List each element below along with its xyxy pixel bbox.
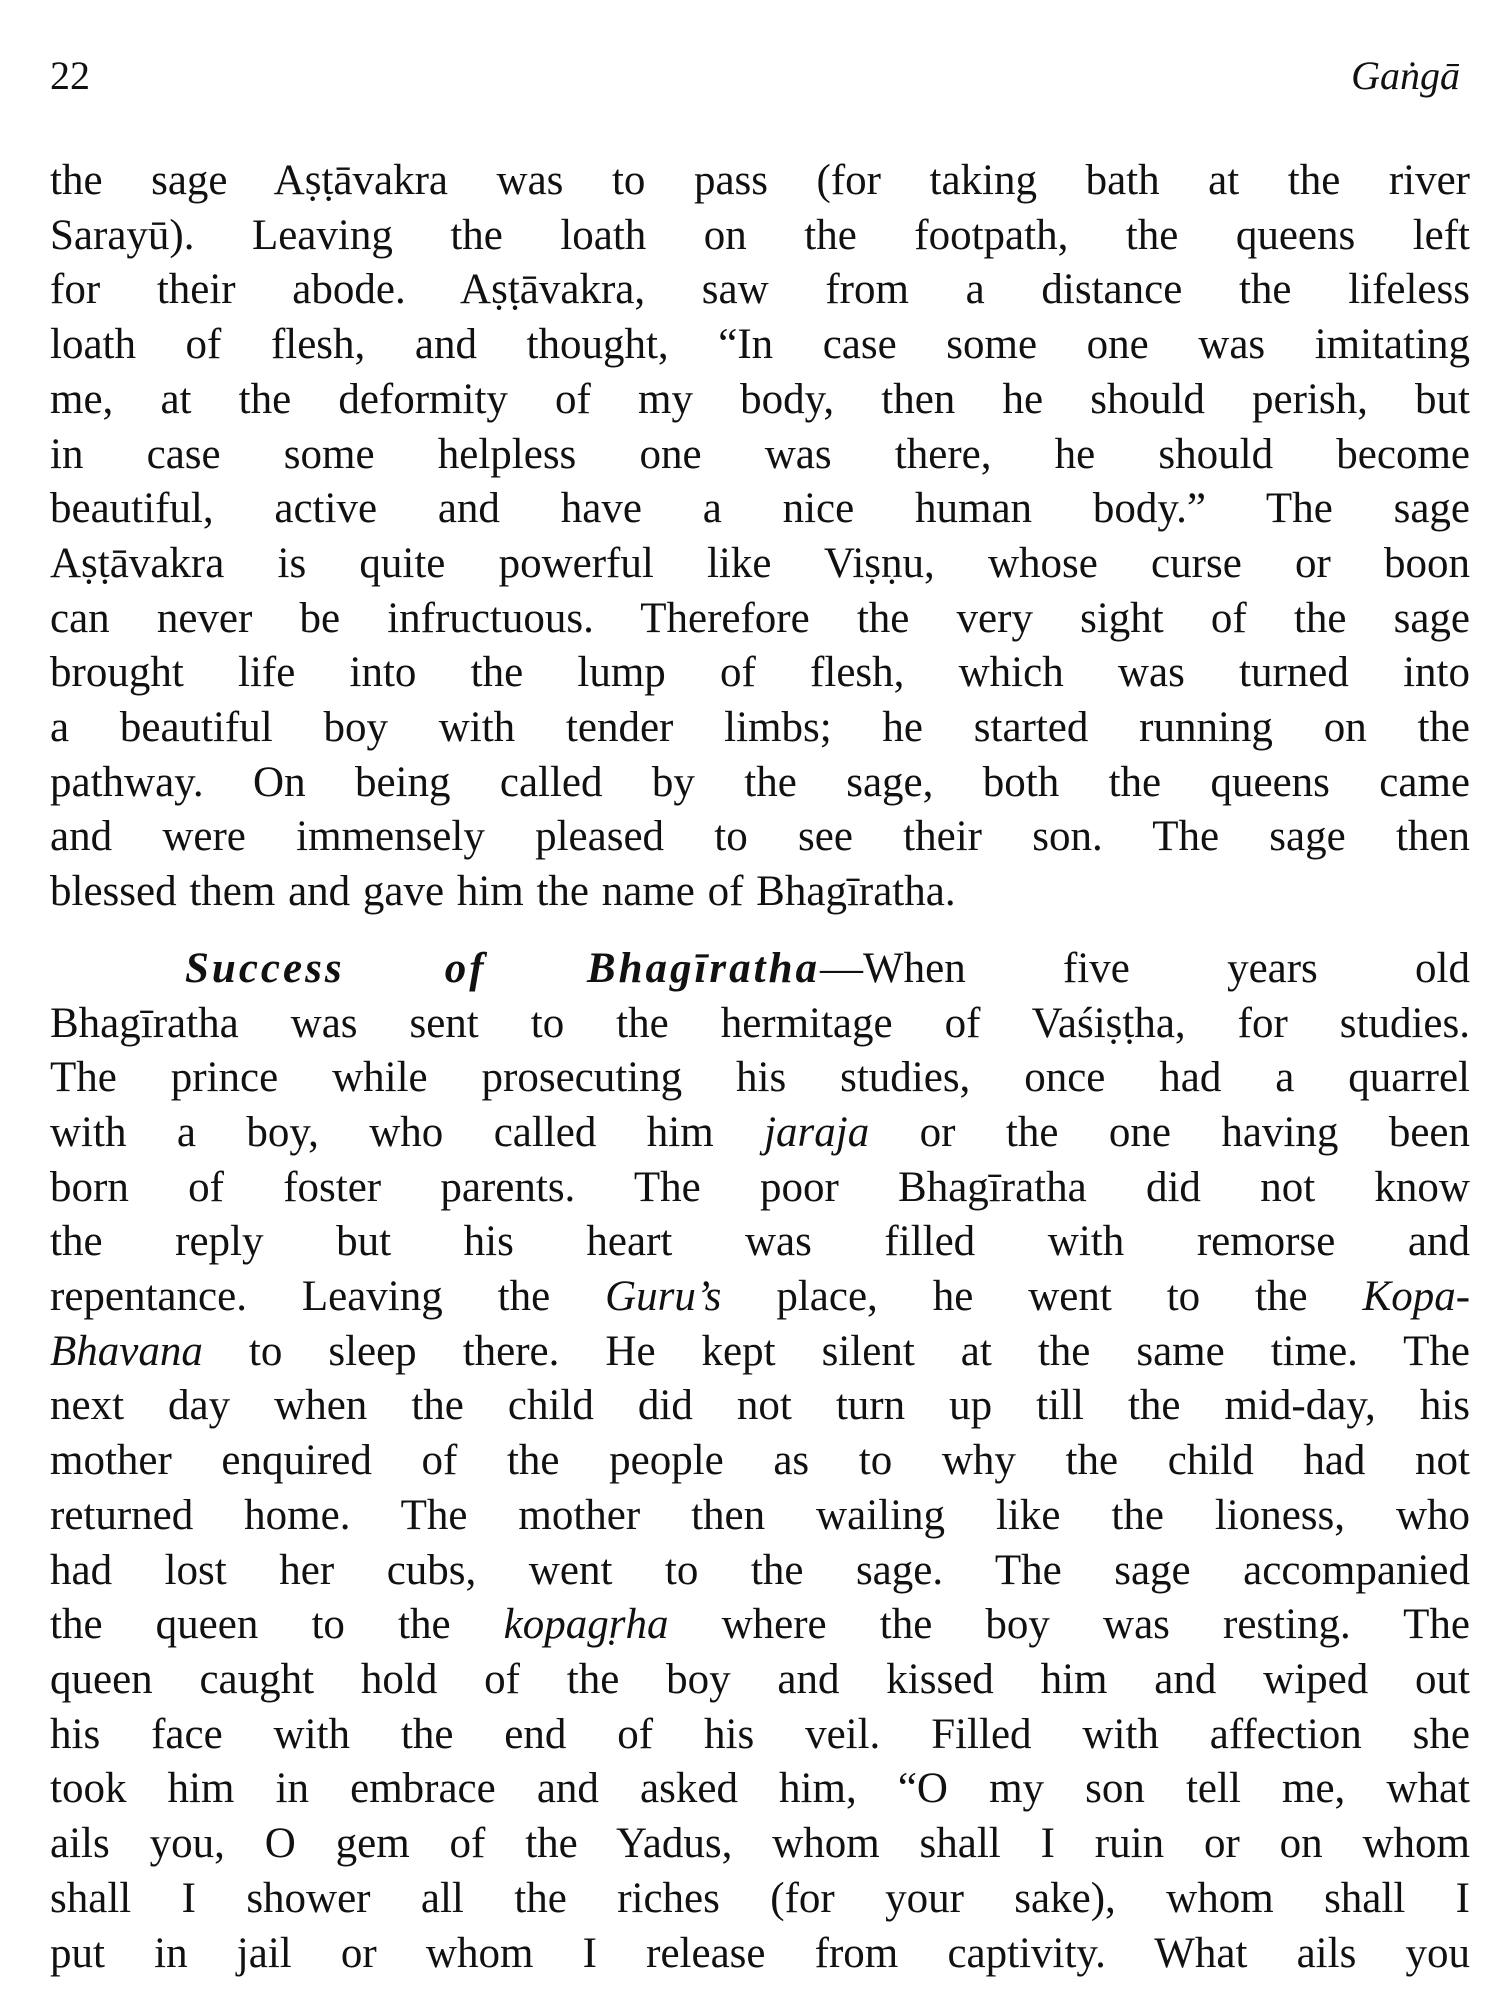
text-line: in case some helpless one was there, he should become	[50, 430, 1470, 478]
text-line: his face with the end of his veil. Filled with affection she	[50, 1710, 1470, 1758]
text-line: the reply but his heart was filled with remorse and	[50, 1218, 1470, 1266]
text-line	[50, 1598, 1470, 1653]
text-span: place, he went to the	[721, 1273, 1363, 1321]
paragraph-gap	[50, 920, 1470, 942]
body-text	[50, 154, 1470, 1981]
text-line: loath of flesh, and thought, “In case some one was imitating	[50, 321, 1470, 369]
text-line: Aṣṭāvakra is quite powerful like Viṣṇu, whose curse or boon	[50, 539, 1470, 587]
italic-term: kopagṛha	[503, 1601, 669, 1649]
text-span: When five years old	[863, 944, 1470, 992]
text-span: the queen to the	[50, 1601, 504, 1649]
text-line: had lost her cubs, went to the sage. The sage accompanied	[50, 1546, 1470, 1594]
paragraph-1	[50, 154, 1470, 920]
paragraph-2	[50, 942, 1470, 1981]
text-line: Sarayū). Leaving the loath on the footpath, the queens left	[50, 211, 1470, 259]
text-line: for their abode. Aṣṭāvakra, saw from a distance the lifeless	[50, 266, 1470, 314]
text-line-with-heading	[50, 942, 1470, 997]
text-line: put in jail or whom I release from captivity. What ails you	[50, 1929, 1470, 1977]
page-header	[50, 52, 1460, 112]
italic-term: Kopa-	[1362, 1273, 1471, 1321]
text-line: next day when the child did not turn up till the mid-day, his	[50, 1382, 1470, 1430]
text-line: mother enquired of the people as to why the child had not	[50, 1437, 1470, 1485]
italic-term: Guru’s	[605, 1273, 722, 1321]
text-line: can never be infructuous. Therefore the very sight of the sage	[50, 594, 1470, 642]
text-line	[50, 1106, 1470, 1161]
text-line: queen caught hold of the boy and kissed him and wiped out	[50, 1655, 1470, 1703]
italic-term: jaraja	[764, 1108, 870, 1156]
page-number: 22	[50, 53, 90, 98]
text-line: beautiful, active and have a nice human body.” The sage	[50, 485, 1470, 533]
text-line: born of foster parents. The poor Bhagīratha did not know	[50, 1163, 1470, 1211]
text-line: took him in embrace and asked him, “O my son tell me, what	[50, 1765, 1470, 1813]
text-line: Bhagīratha was sent to the hermitage of Vaśiṣṭha, for studies.	[50, 999, 1470, 1047]
text-line: returned home. The mother then wailing like the lioness, who	[50, 1491, 1470, 1539]
text-line: the sage Aṣṭāvakra was to pass (for taking bath at the river	[50, 157, 1470, 204]
text-line: ails you, O gem of the Yadus, whom shall I ruin or on whom	[50, 1820, 1470, 1868]
text-span: with a boy, who called him	[50, 1108, 765, 1156]
text-line: me, at the deformity of my body, then he should perish, but	[50, 375, 1470, 423]
heading-dash: —	[820, 944, 864, 992]
text-span: or the one having been	[869, 1108, 1470, 1156]
section-heading: Success of Bhagīratha	[185, 944, 821, 992]
text-span: repentance. Leaving the	[50, 1273, 606, 1321]
text-line: shall I shower all the riches (for your sake), whom shall I	[50, 1874, 1470, 1922]
text-line: brought life into the lump of flesh, which was turned into	[50, 649, 1470, 697]
text-line	[50, 1325, 1470, 1380]
text-line: The prince while prosecuting his studies, once had a quarrel	[50, 1054, 1470, 1102]
italic-term: Bhavana	[50, 1327, 203, 1375]
running-title: Gaṅgā	[1351, 53, 1460, 98]
text-line: and were immensely pleased to see their son. The sage then	[50, 813, 1470, 861]
text-span: where the boy was resting. The	[668, 1601, 1470, 1649]
text-line	[50, 1270, 1470, 1325]
text-line: pathway. On being called by the sage, both the queens came	[50, 758, 1470, 806]
text-span: to sleep there. He kept silent at the same time. The	[202, 1327, 1470, 1375]
text-line: a beautiful boy with tender limbs; he started running on the	[50, 704, 1470, 752]
text-line: blessed them and gave him the name of Bhagīratha.	[50, 868, 956, 916]
